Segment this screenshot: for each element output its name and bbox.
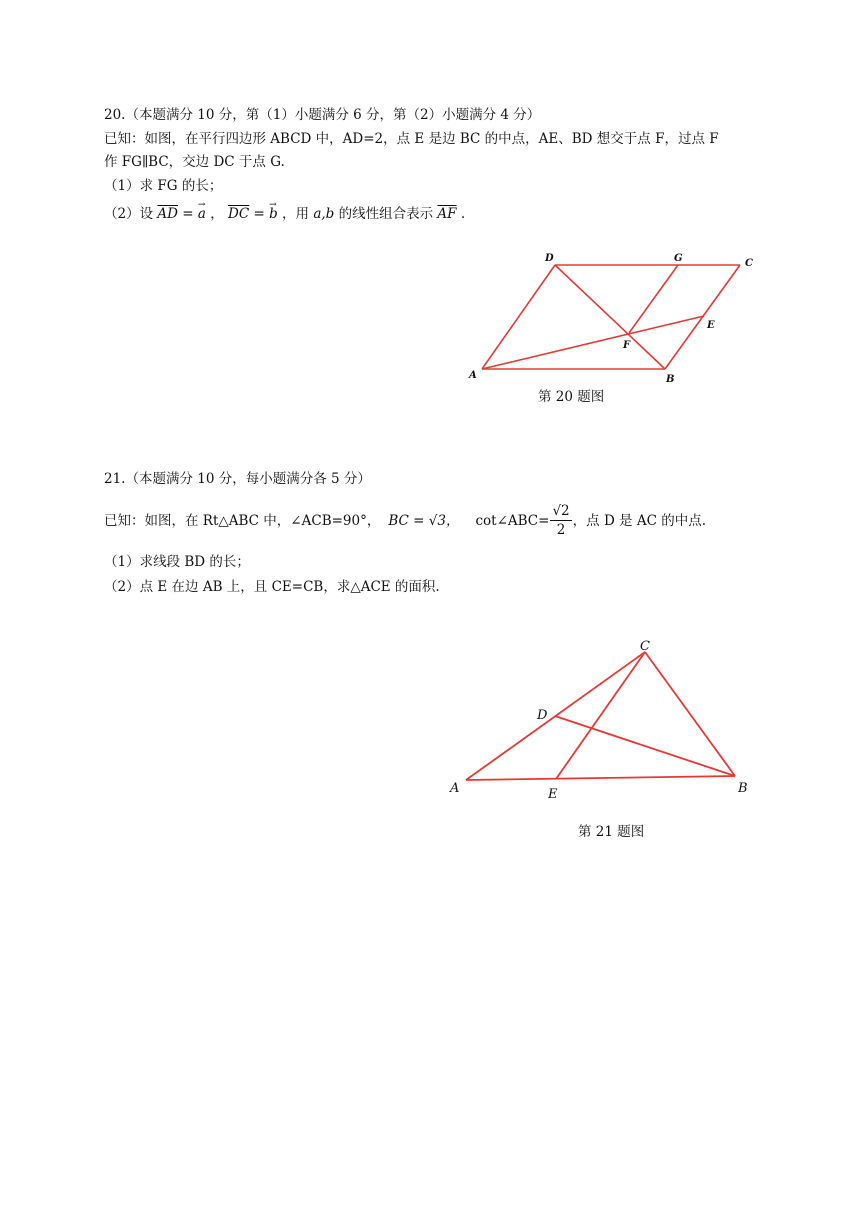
segment-FG bbox=[629, 265, 678, 333]
label-G: G bbox=[674, 253, 683, 264]
period: . bbox=[460, 206, 466, 222]
label-D: D bbox=[545, 253, 554, 264]
q20-given-continued: 作 FG∥BC，交边 DC 于点 G. bbox=[104, 154, 285, 170]
label-C: C bbox=[745, 258, 753, 269]
segment-CE bbox=[556, 652, 645, 779]
vector-a: → a bbox=[198, 206, 206, 222]
use-text: ，用 bbox=[282, 206, 310, 222]
q20-header: 20.（本题满分 10 分，第（1）小题满分 6 分，第（2）小题满分 4 分） bbox=[104, 107, 541, 123]
label-E: E bbox=[707, 320, 715, 331]
equals-sign: = bbox=[182, 206, 198, 222]
segment-AC bbox=[466, 652, 645, 780]
label-B: B bbox=[738, 781, 748, 796]
q20-part2-prefix: （2）设 bbox=[104, 206, 154, 222]
segment-AE bbox=[482, 316, 704, 369]
q21-part2: （2）点 E 在边 AB 上，且 CE=CB，求△ACE 的面积. bbox=[104, 579, 440, 595]
segment-BC bbox=[665, 265, 740, 369]
q20-figure-caption: 第 20 题图 bbox=[538, 389, 605, 405]
vector-AF: $\overline{AF}$ bbox=[437, 206, 457, 222]
label-D: D bbox=[537, 708, 548, 723]
segment-AB bbox=[466, 776, 735, 780]
vector-DC: $\overline{DC}$ bbox=[228, 206, 250, 222]
segment-CB bbox=[645, 652, 735, 776]
label-C: C bbox=[640, 639, 650, 654]
comma: ， bbox=[210, 206, 224, 222]
express-text: 的线性组合表示 bbox=[338, 206, 434, 222]
q21-header: 21.（本题满分 10 分，每小题满分各 5 分） bbox=[104, 471, 371, 487]
label-E: E bbox=[548, 787, 558, 802]
q20-part1: （1）求 FG 的长； bbox=[104, 178, 223, 194]
vector-b: → b bbox=[269, 206, 278, 222]
label-F: F bbox=[623, 340, 631, 351]
q21-cot: cot∠ABC= bbox=[475, 512, 550, 529]
label-B: B bbox=[666, 374, 675, 385]
segment-AD bbox=[482, 265, 555, 369]
label-A: A bbox=[469, 370, 477, 381]
q21-given-suffix: ，点 D 是 AC 的中点. bbox=[572, 512, 707, 529]
fraction-denominator: 2 bbox=[556, 522, 566, 538]
q21-given-prefix: 已知：如图，在 Rt△ABC 中，∠ACB=90°， bbox=[104, 512, 381, 529]
fraction-sqrt2-over-2 bbox=[550, 502, 571, 539]
label-A: A bbox=[450, 781, 460, 796]
vectors-ab: a,b bbox=[313, 206, 335, 222]
segment-DB bbox=[555, 265, 665, 369]
segment-DB bbox=[555, 716, 735, 776]
q21-given bbox=[104, 502, 706, 539]
q21-figure-caption: 第 21 题图 bbox=[578, 824, 645, 840]
q21-part1: （1）求线段 BD 的长； bbox=[104, 554, 250, 570]
q20-given: 已知：如图，在平行四边形 ABCD 中，AD=2，点 E 是边 BC 的中点，AE、BD 想交于点 F，过点 F bbox=[104, 131, 719, 147]
q20-part2 bbox=[104, 205, 465, 223]
fraction-numerator: √2 bbox=[552, 503, 570, 519]
equals-sign-2: = bbox=[253, 206, 270, 222]
vector-AD: $\overline{AD}$ bbox=[157, 206, 178, 222]
q21-bc: BC = √3， bbox=[388, 512, 460, 529]
